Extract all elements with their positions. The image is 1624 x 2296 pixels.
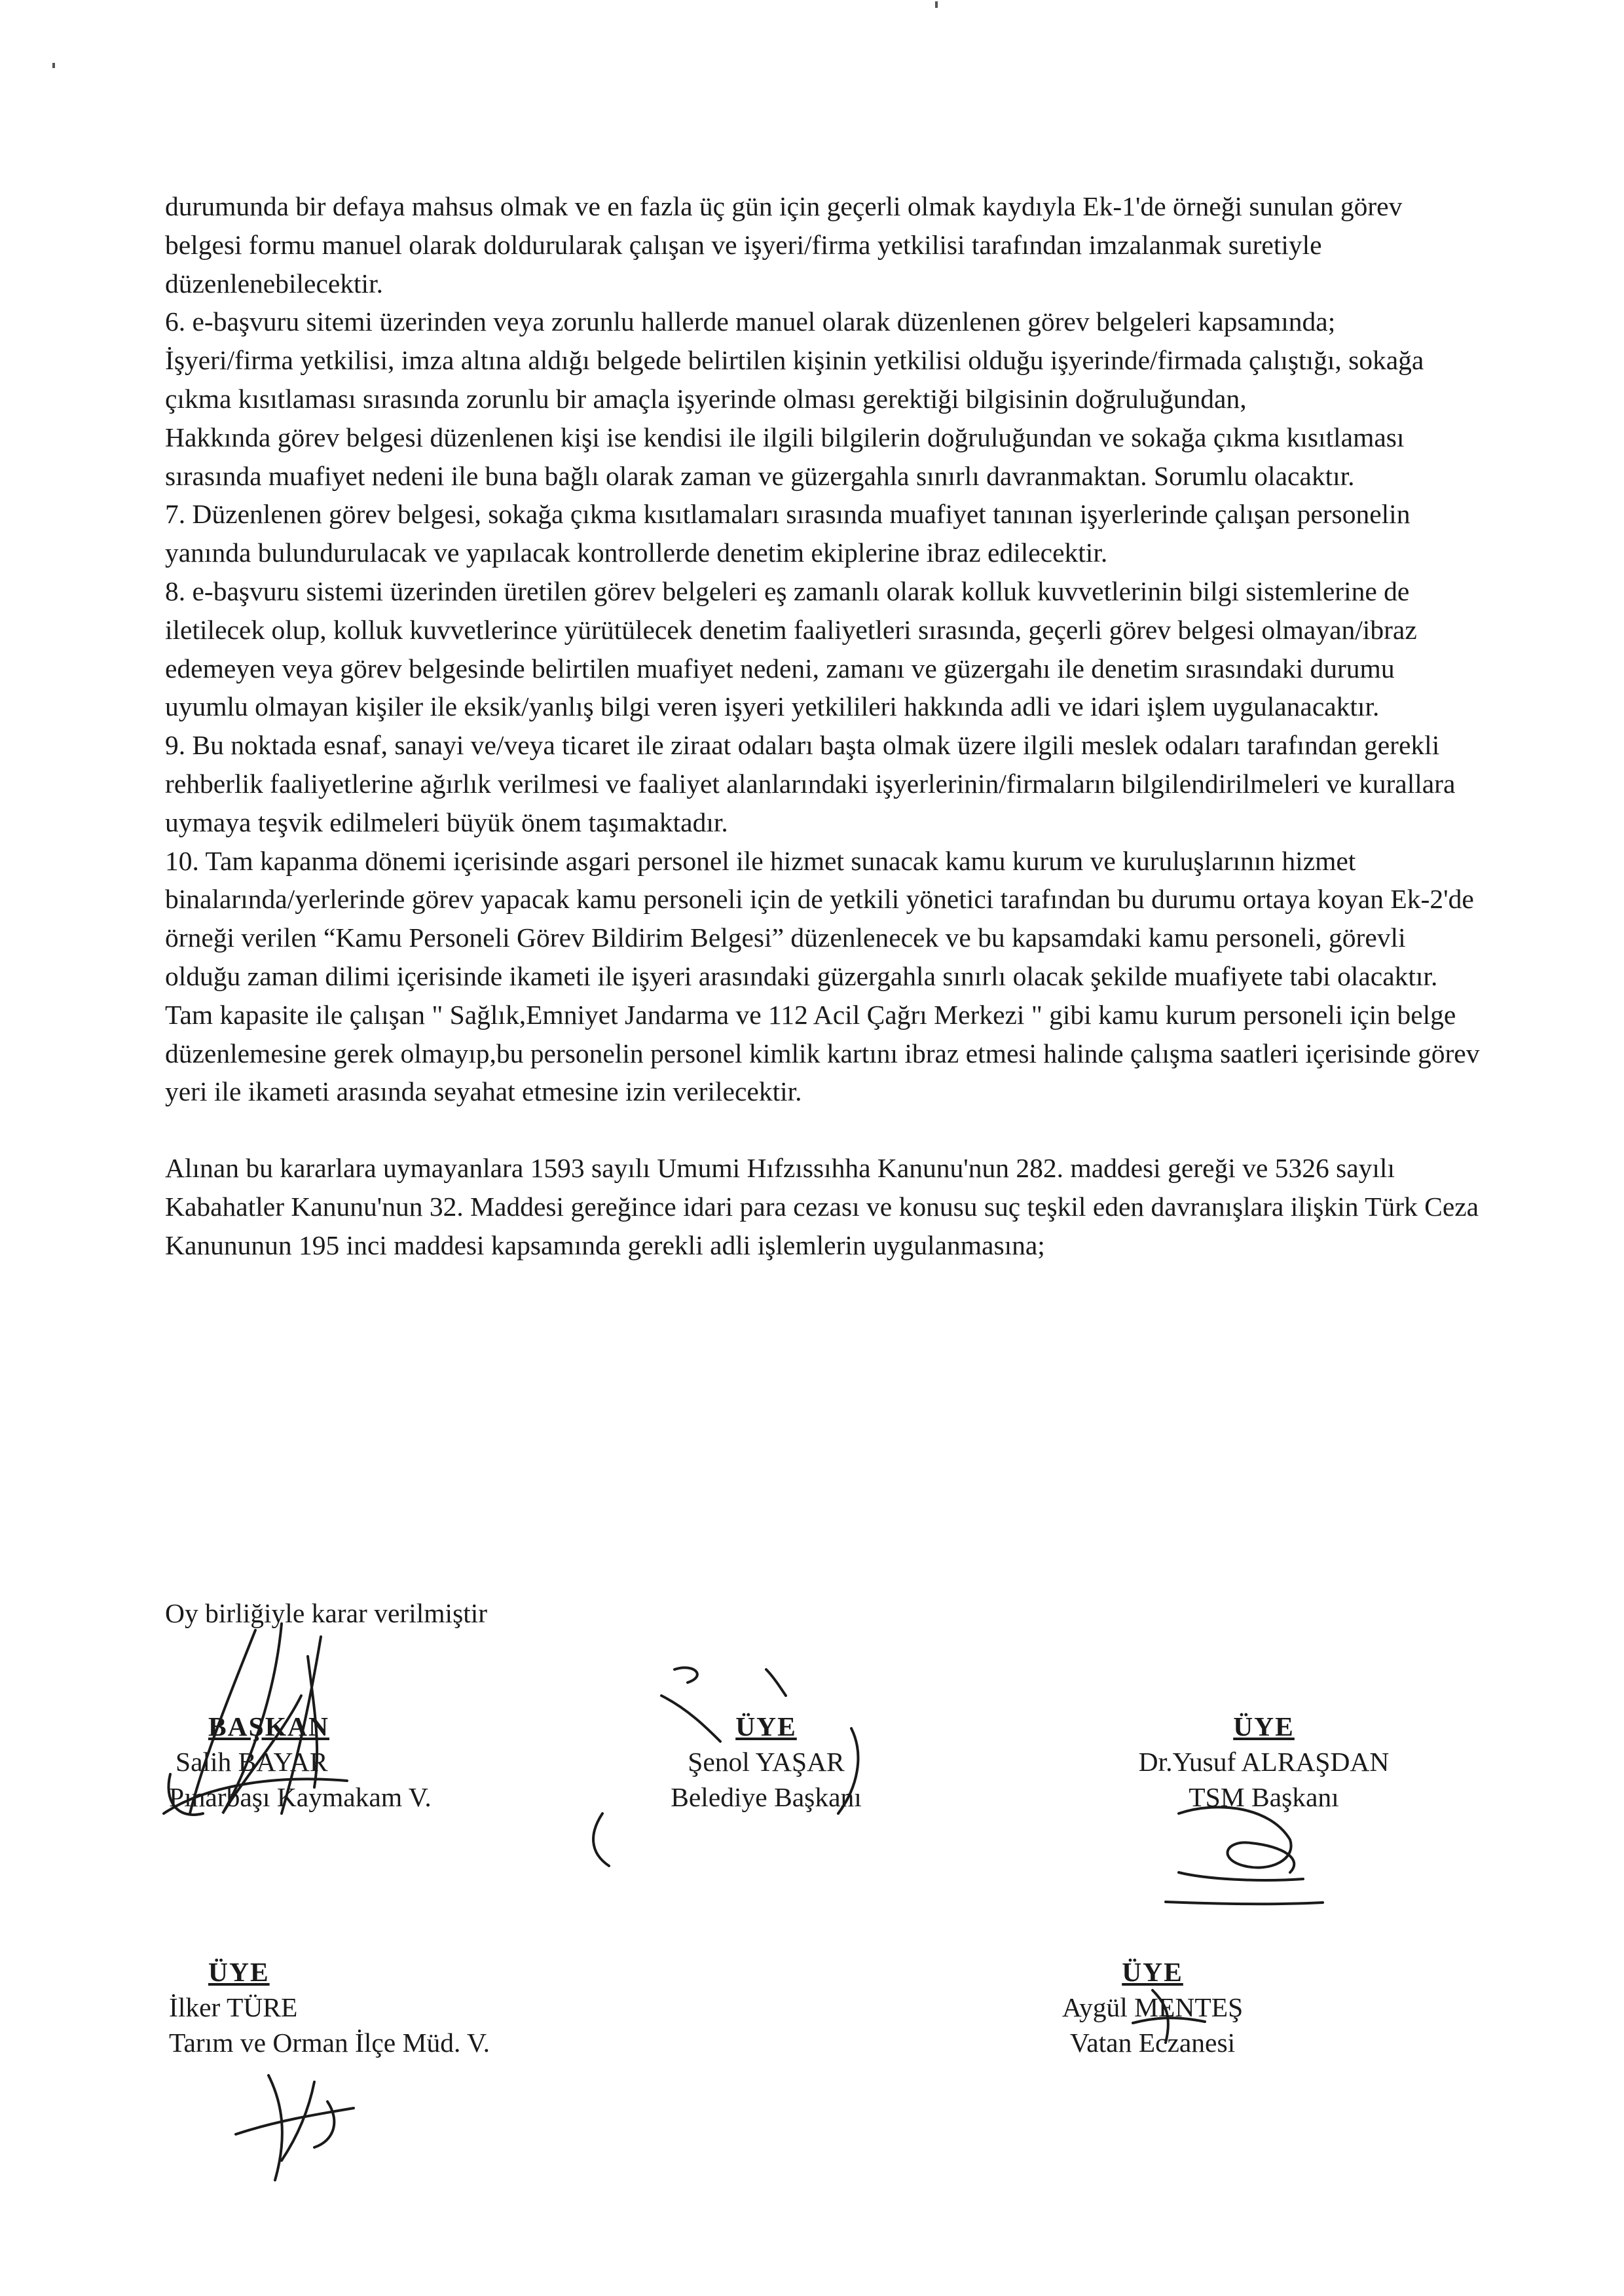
- signature-scribble: [1139, 1787, 1375, 1918]
- signatory-title: TSM Başkanı: [1189, 1782, 1339, 1812]
- paragraph: 8. e-başvuru sistemi üzerinden üretilen görev belgeleri eş zamanlı olarak kolluk kuvvetlerinin bilgi sistemlerine de iletilecek olup, kolluk kuvvetlerince yürütülecek denetim faaliyetleri sırasında, geçerli görev belgesi olmayan/ibraz edemeyen veya görev belgesinde belirtilen muafiyet nedeni, zamanı ve güzergahı ile denetim sırasındaki durumu uyumlu olmayan kişiler ile eksik/yanlış bilgi veren işyeri yetkilileri hakkında adli ve idari işlem uygulanacaktır.: [165, 575, 1417, 722]
- intro-paragraph: Alınan bu kararlara uymayanlara 1593 sayılı Umumi Hıfzıssıhha Kanunu'nun 282. maddesi gereği ve 5326 sayılı Kabahatler Kanunu'nun 32. Maddesi gereğince idari para cezası ve konusu suç teşkil eden davranışlara ilişkin Türk Ceza Kanununun 195 inci maddesi kapsamında gerekli adli işlemlerin uygulanmasına;: [165, 1153, 1479, 1260]
- signatory-role: ÜYE: [1122, 1957, 1183, 1987]
- signature-scribble: [223, 2062, 373, 2187]
- signature-scribble: [576, 1656, 877, 1872]
- scan-speck: [52, 63, 55, 68]
- paragraph: İşyeri/firma yetkilisi, imza altına aldığı belgede belirtilen kişinin yetkilisi olduğu işyerinde/firmada çalıştığı, sokağa çıkma kısıtlaması sırasında zorunlu bir amaçla işyerinde olması gerektiği bilgisinin doğruluğundan,: [165, 345, 1424, 414]
- signatory-role: ÜYE: [1233, 1711, 1295, 1741]
- signatory-name: Salih BAYAR: [175, 1747, 328, 1777]
- signatory-name: Aygül MENTEŞ: [1061, 1992, 1244, 2022]
- signature-scribble: [151, 1617, 465, 1833]
- paragraph: 7. Düzenlenen görev belgesi, sokağa çıkma kısıtlamaları sırasında muafiyet tanınan işyerlerinde çalışan personelin yanında bulundurulacak ve yapılacak kontrollerde denetim ekiplerine ibraz edilecektir.: [165, 499, 1411, 568]
- paragraph: 10. Tam kapanma dönemi içerisinde asgari personel ile hizmet sunacak kamu kurum ve kuruluşlarının hizmet binalarında/yerlerinde görev yapacak kamu personeli için de yetkili yönetici tarafından bu durumu ortaya koyan Ek-2'de örneği verilen “Kamu Personeli Görev Bildirim Belgesi” düzenlenecek ve bu kapsamdaki kamu personeli, görevli olduğu zaman dilimi içerisinde ikameti ile işyeri arasındaki güzergahla sınırlı olacak şekilde muafiyete tabi olacaktır. Tam kapasite ile çalışan " Sağlık,Emniyet Jandarma ve 112 Acil Çağrı Merkezi " gibi kamu kurum personeli için belge düzenlemesine gerek olmayıp,bu personelin personel kimlik kartını ibraz etmesi halinde çalışma saatleri içerisinde görev yeri ile ikameti arasında seyahat etmesine izin verilecektir.: [165, 845, 1480, 1107]
- signatory-role: BAŞKAN: [208, 1711, 329, 1741]
- signatory-role: ÜYE: [735, 1711, 797, 1741]
- body-text: [165, 187, 1481, 1265]
- signatory-name: İlker TÜRE: [169, 1992, 298, 2022]
- paragraph: 9. Bu noktada esnaf, sanayi ve/veya ticaret ile ziraat odaları başta olmak üzere ilgili meslek odaları tarafından gerekli rehberlik faaliyetlerine ağırlık verilmesi ve faaliyet alanlarındaki işyerlerinin/firmaların bilgilendirilmeleri ve kurallara uymaya teşvik edilmeleri büyük önem taşımaktadır.: [165, 730, 1456, 837]
- signature-scribble: [1107, 1977, 1211, 2049]
- paragraph: durumunda bir defaya mahsus olmak ve en fazla üç gün için geçerli olmak kaydıyla Ek-1'de örneği sunulan görev belgesi formu manuel olarak doldurularak çalışan ve işyeri/firma yetkilisi tarafından imzalanmak suretiyle düzenlenebilecektir.: [165, 191, 1403, 299]
- signatory-name: Şenol YAŞAR: [688, 1747, 845, 1777]
- paragraph: Hakkında görev belgesi düzenlenen kişi ise kendisi ile ilgili bilgilerin doğruluğundan ve sokağa çıkma kısıtlaması sırasında muafiyet nedeni ile buna bağlı olarak zaman ve güzergahla sınırlı davranmaktan. Sorumlu olacaktır.: [165, 422, 1405, 491]
- signatory-role: ÜYE: [208, 1957, 270, 1987]
- signatory-name: Dr.Yusuf ALRAŞDAN: [1138, 1747, 1390, 1777]
- signatory-title: Belediye Başkanı: [671, 1782, 862, 1812]
- closing-statement: Oy birliğiyle karar verilmiştir: [165, 1598, 488, 1628]
- paragraph: 6. e-başvuru sitemi üzerinden veya zorunlu hallerde manuel olarak düzenlenen görev belgeleri kapsamında;: [165, 306, 1336, 337]
- signatory-title: Pınarbaşı Kaymakam V.: [169, 1782, 432, 1812]
- signature-block-uye-tarim: [169, 1954, 490, 2060]
- signatory-title: Vatan Eczanesi: [1069, 2028, 1236, 2058]
- signatory-title: Tarım ve Orman İlçe Müd. V.: [169, 2028, 490, 2058]
- scan-speck: [935, 1, 938, 8]
